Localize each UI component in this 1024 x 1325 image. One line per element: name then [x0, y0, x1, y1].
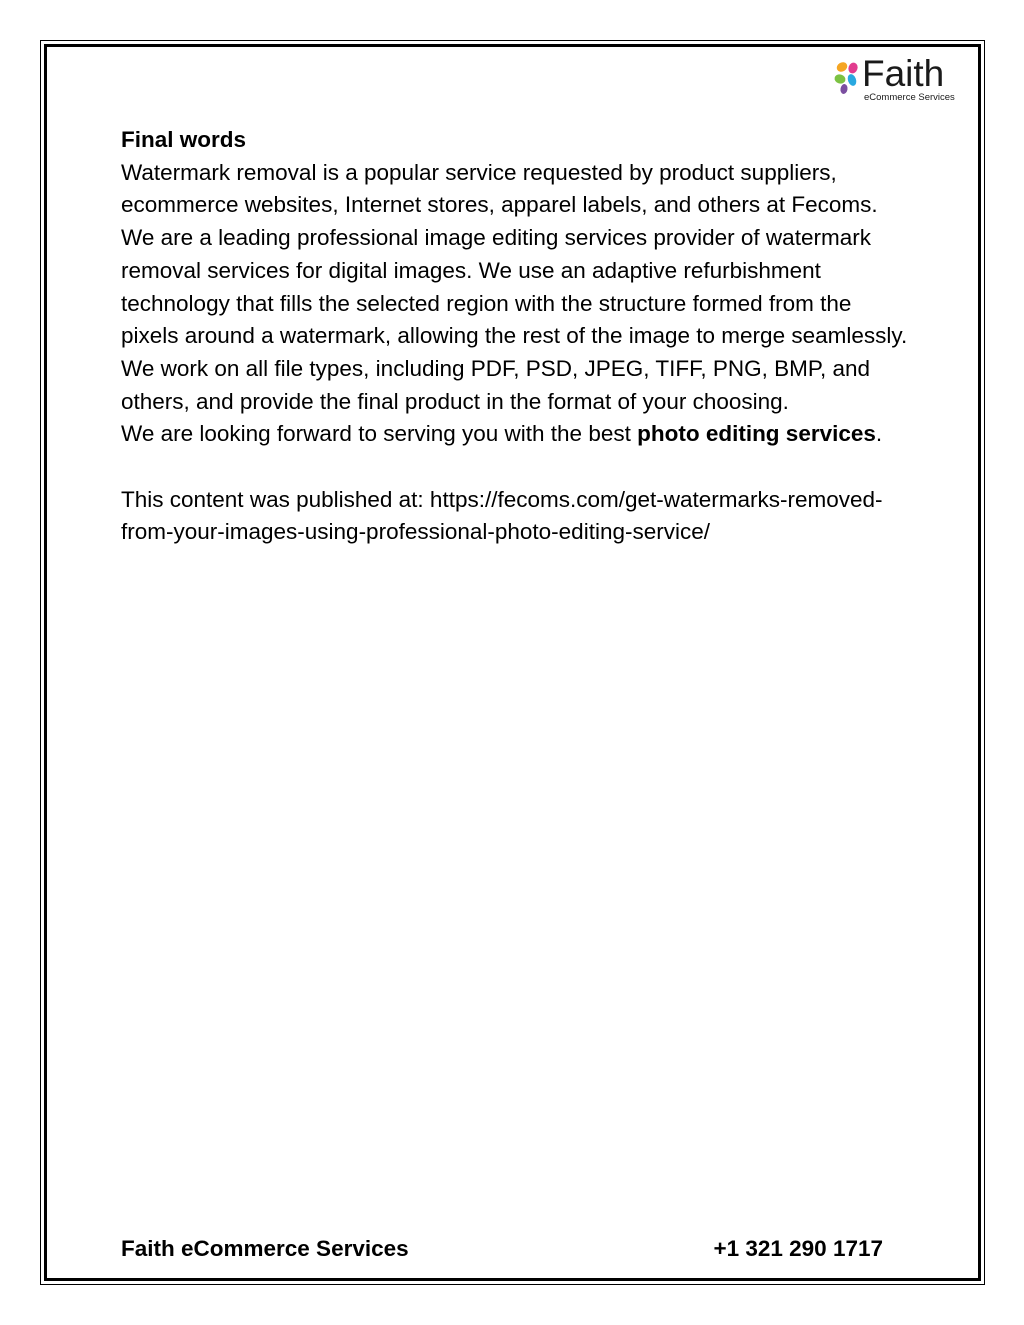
logo-petal: [840, 83, 849, 94]
logo-wordmark: Faith: [862, 53, 945, 94]
article-body: [121, 124, 911, 549]
logo-tagline: eCommerce Services: [864, 92, 955, 103]
paragraph-closing: [121, 418, 911, 451]
logo-petal: [834, 73, 847, 85]
service-link-text: photo editing services: [637, 421, 876, 447]
paragraph-spacer: [121, 451, 911, 484]
logo-petal: [847, 61, 859, 74]
logo-petal: [846, 73, 858, 87]
faith-logo: [832, 53, 966, 106]
published-note: This content was published at: https://fecoms.com/get-watermarks-removed-from-your-images-using-professional-photo-editing-service/: [121, 486, 883, 545]
footer-company: Faith eCommerce Services: [121, 1236, 409, 1261]
paragraph-intro: Watermark removal is a popular service requested by product suppliers, ecommerce websites, Internet stores, apparel labels, and others at Fecoms.: [121, 159, 878, 218]
paragraph-technology: We are a leading professional image editing services provider of watermark removal services for digital images. We use an adaptive refurbishment technology that fills the selected region with the structure formed from the pixels around a watermark, allowing the rest of the image to merge seamlessly.: [121, 225, 908, 349]
logo-petal: [835, 60, 849, 73]
closing-period: .: [875, 421, 883, 447]
paragraph-file-types: We work on all file types, including PDF, PSD, JPEG, TIFF, PNG, BMP, and others, and provide the final product in the format of your choosing.: [121, 355, 871, 414]
footer-phone: +1 321 290 1717: [713, 1236, 883, 1261]
section-heading: Final words: [121, 127, 247, 152]
flower-logo-icon: [832, 58, 862, 98]
closing-text: We are looking forward to serving you with the best: [121, 421, 638, 447]
